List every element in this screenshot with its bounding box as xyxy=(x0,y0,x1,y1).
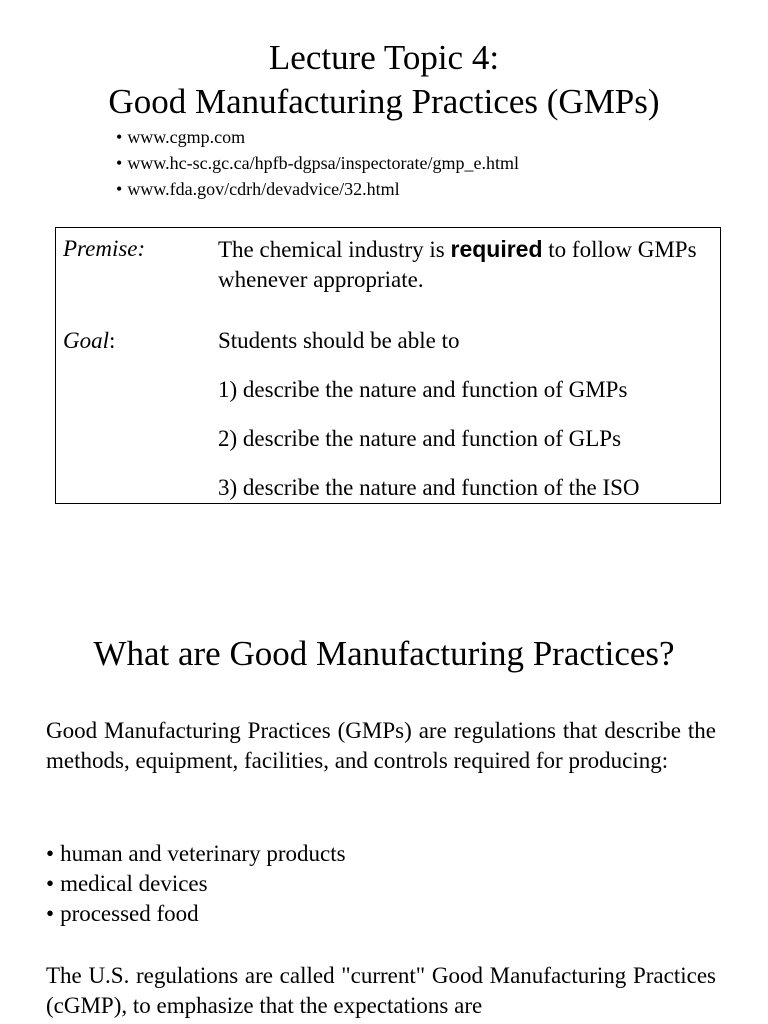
premise-label: Premise: xyxy=(63,236,146,261)
premise-text-end: to follow GMPs whenever appropriate. xyxy=(218,237,697,292)
reference-link[interactable]: • www.cgmp.com xyxy=(116,124,519,150)
premise-text-start: The chemical industry is xyxy=(218,237,451,262)
goal-label-colon: : xyxy=(109,328,116,353)
goal-label xyxy=(63,326,115,356)
list-item: • medical devices xyxy=(46,869,346,899)
page-title-line-1: Lecture Topic 4: xyxy=(268,38,500,77)
section-heading: What are Good Manufacturing Practices? xyxy=(93,634,675,673)
goal-item: 3) describe the nature and function of the ISO xyxy=(218,475,640,500)
goal-item: 2) describe the nature and function of GLPs xyxy=(218,426,622,451)
goal-item: 1) describe the nature and function of GMPs xyxy=(218,377,628,402)
goal-intro: Students should be able to xyxy=(218,328,460,353)
reference-link[interactable]: • www.hc-sc.gc.ca/hpfb-dgpsa/inspectorate/gmp_e.html xyxy=(116,150,519,176)
premise-goal-box xyxy=(55,227,721,504)
reference-link[interactable]: • www.fda.gov/cdrh/devadvice/32.html xyxy=(116,176,519,202)
list-item: • human and veterinary products xyxy=(46,839,346,869)
body-paragraph: Good Manufacturing Practices (GMPs) are regulations that describe the methods, equipment, facilities, and controls required for producing: xyxy=(46,718,716,773)
goal-label-word: Goal xyxy=(63,328,109,353)
page-title-line-2: Good Manufacturing Practices (GMPs) xyxy=(108,82,660,121)
premise-text-emphasis: required xyxy=(450,236,543,262)
product-bullet-list xyxy=(46,839,346,929)
premise-text xyxy=(218,234,708,295)
list-item: • processed food xyxy=(46,899,346,929)
reference-links-list xyxy=(116,124,519,202)
body-paragraph: The U.S. regulations are called "current" Good Manufacturing Practices (cGMP), to emphasize that the expectations are xyxy=(46,963,716,1018)
